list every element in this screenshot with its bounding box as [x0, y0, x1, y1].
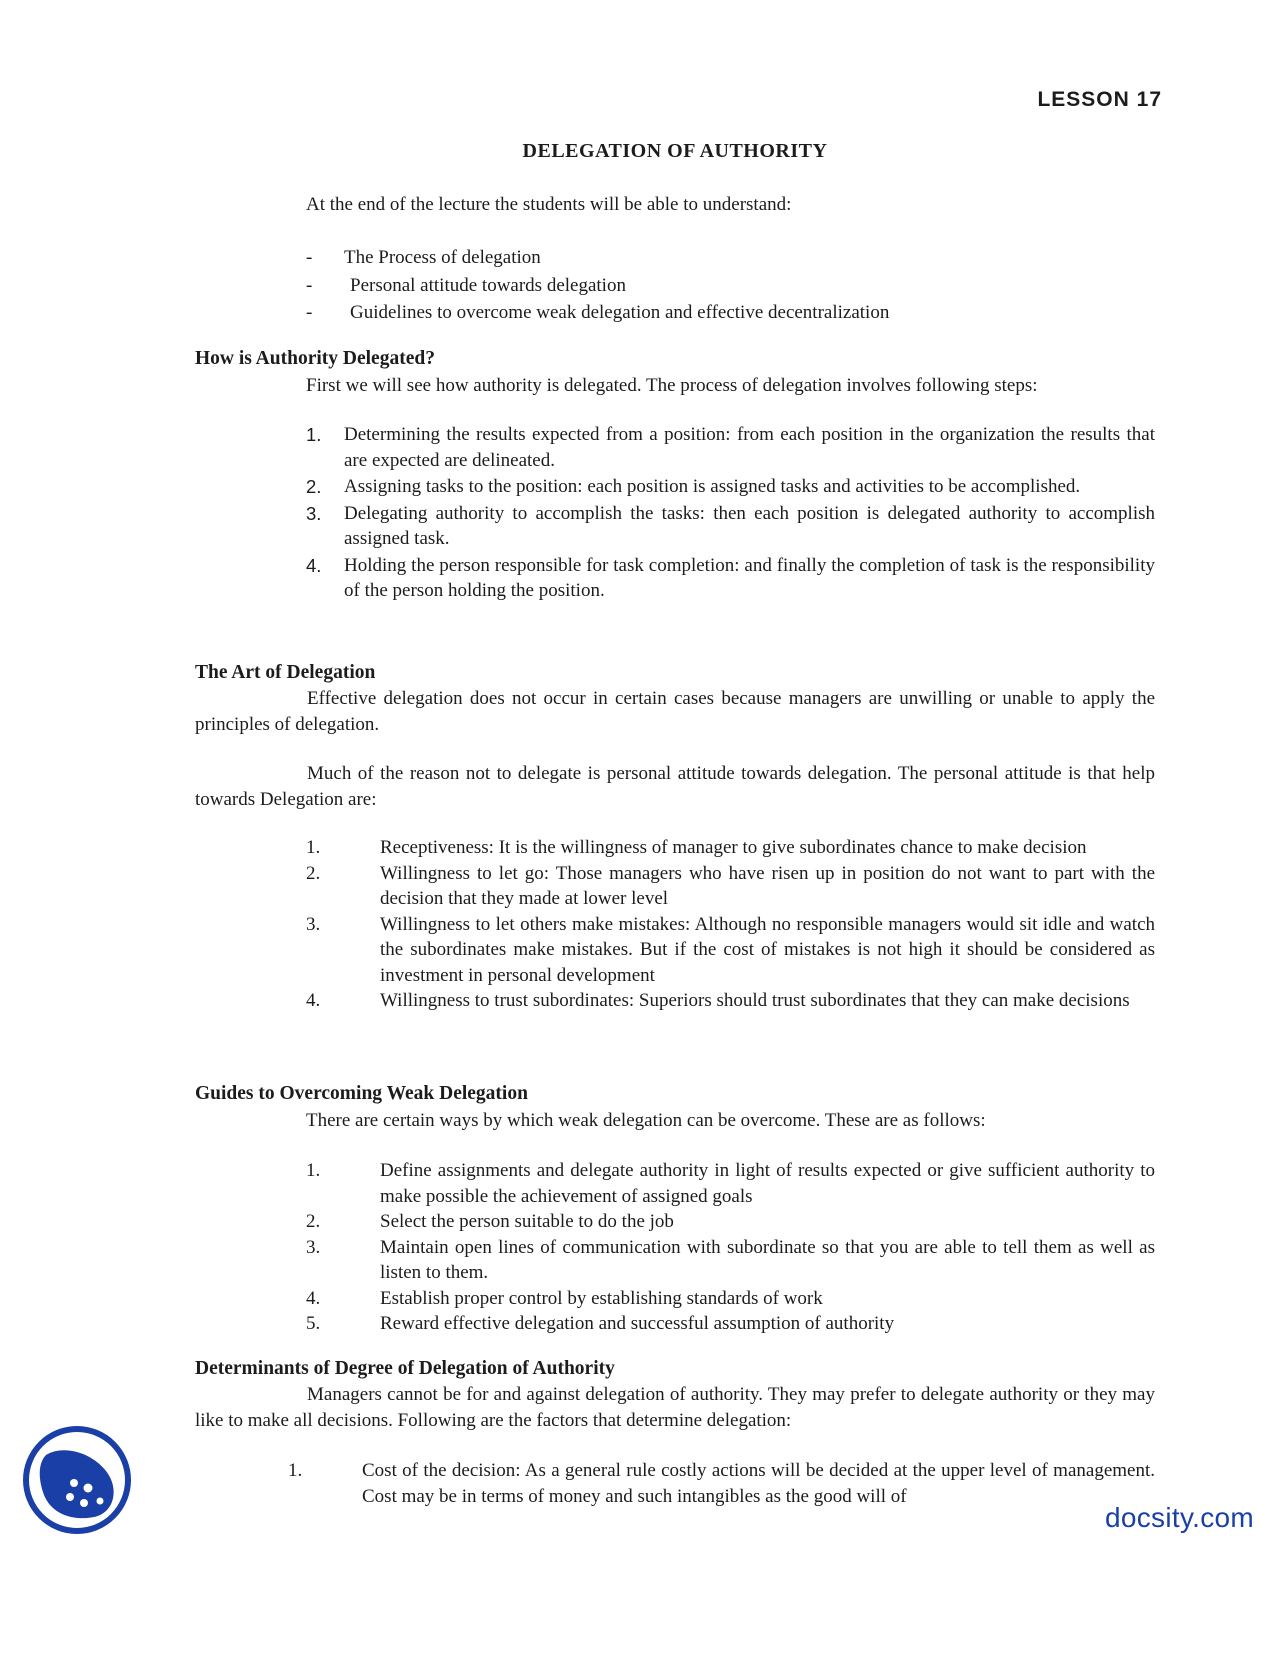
list-item: 1. Define assignments and delegate authority in light of results expected or give sufficient authority to make possible the achievement of assigned goals [306, 1160, 1155, 1207]
list-item: 2. Assigning tasks to the position: each position is assigned tasks and activities to be accomplished. [306, 476, 1081, 497]
section3-lead: There are certain ways by which weak delegation can be overcome. These are as follows: [306, 1110, 986, 1131]
list-item: 3. Willingness to let others make mistakes: Although no responsible managers would sit idle and watch the subordinates make mistakes. But if the cost of mistakes is not high it should be considered as investment in personal development [306, 913, 1155, 986]
section4-para: Managers cannot be for and against delegation of authority. They may prefer to delegate authority or they may like to make all decisions. Following are the factors that determine delegation: [195, 1384, 1155, 1431]
section-heading-overcoming-weak-delegation: Guides to Overcoming Weak Delegation [195, 1083, 528, 1104]
section2-para1: Effective delegation does not occur in certain cases because managers are unwilling or unable to apply the principles of delegation. [195, 688, 1155, 735]
guides-list [306, 1158, 1155, 1337]
section-heading-art-of-delegation: The Art of Delegation [195, 662, 376, 683]
section2-para2: Much of the reason not to delegate is personal attitude towards delegation. The personal attitude is that help towards Delegation are: [195, 763, 1155, 810]
list-item: 2. Select the person suitable to do the job [306, 1211, 674, 1232]
list-item: 4. Holding the person responsible for task completion: and finally the completion of task is the responsibility of the person holding the position. [306, 554, 1155, 601]
docsity-logo-icon [22, 1425, 132, 1535]
section-heading-how-delegated: How is Authority Delegated? [195, 348, 435, 369]
list-item: 4. Establish proper control by establishing standards of work [306, 1287, 823, 1309]
list-item: 1. Cost of the decision: As a general rule costly actions will be decided at the upper level of management. Cost may be in terms of money and such intangibles as the good will of [288, 1460, 1155, 1507]
section-heading-determinants: Determinants of Degree of Delegation of Authority [195, 1358, 615, 1379]
page-title: DELEGATION OF AUTHORITY [522, 140, 828, 162]
list-item: 3. Delegating authority to accomplish the tasks: then each position is delegated authority to accomplish assigned task. [306, 502, 1155, 549]
docsity-brand[interactable]: docsity.com [1105, 1502, 1255, 1533]
list-item: 4. Willingness to trust subordinates: Superiors should trust subordinates that they can make decisions [306, 990, 1130, 1011]
attitude-list [306, 835, 1155, 1014]
determinants-list [288, 1458, 1155, 1510]
section1-lead: First we will see how authority is delegated. The process of delegation involves following steps: [306, 375, 1038, 396]
lesson-number: LESSON 17 [1037, 88, 1162, 111]
list-item: 1. Determining the results expected from a position: from each position in the organization the results that are expected are delineated. [306, 424, 1155, 471]
delegation-steps-list [306, 422, 1155, 604]
list-item: 3. Maintain open lines of communication with subordinate so that you are able to tell them as well as listen to them. [306, 1236, 1155, 1283]
list-item: 1. Receptiveness: It is the willingness of manager to give subordinates chance to make decision [306, 837, 1087, 858]
intro-text: At the end of the lecture the students will be able to understand: [306, 194, 792, 215]
list-item: 5. Reward effective delegation and successful assumption of authority [306, 1313, 895, 1334]
list-item: 2. Willingness to let go: Those managers who have risen up in position do not want to part with the decision that they made at lower level [306, 862, 1155, 909]
document-page: LESSON 17 DELEGATION OF AUTHORITY At the end of the lecture the students will be able to understand: - The Process of delegation - Personal attitude towards delegation - Guidelines to overcome weak delegation and effective decentralization How is Authority Delegated? First we will see how authority is delegated. The process of delegation involves following steps: 1. Determining the results expected from a position: from each position in the organization the results that are expected are delineated. 2. Assigning tasks to the position: each position is assigned tasks and activities to be accomplished. 3. Delegating authority to accomplish the tasks: then each position is delegated authority to accomplish assigned task. 4. Holding the person responsible for task completion: and finally the completion of task is the responsibility of the person holding the position. The Art of Delegation Effective delegation does not occur in certain cases because managers are unwilling or unable to apply the principles of delegation. Much of the reason not to delegate is personal attitude towards delegation. The personal attitude is that help towards Delegation are: 1. Receptiveness: It is the willingness of manager to give subordinates chance to make decision 2. Willingness to let go: Those managers who have risen up in position do not want to part with the decision that they made at lower level 3. Willingness to let others make mistakes: Although no responsible managers would sit idle and watch the subordinates make mistakes. But if the cost of mistakes is not high it should be considered as investment in personal development 4. Willingness to trust subordinates: Superiors should trust subordinates that they can make decisions Guides to Overcoming Weak Delegation There are certain ways by which weak delegation can be overcome. These are as follows: 1. Define assignments and delegate authority in light of results expected or give sufficient authority to make possible the achievement of assigned goals 2. Select the person suitable to do the job 3. Maintain open lines of communication with subordinate so that you are able to tell them as well as listen to them. 4. Establish proper control by establishing standards of work 5. Reward effective delegation and successful assumption of authority Determinants of Degree of Delegation of Authority Managers cannot be for and against delegation of authority. They may prefer to delegate authority or they may like to make all decisions. Following are the factors that determine delegation: 1. Cost of the decision: As a general rule costly actions will be decided at the upper level of management. Cost may be in terms of money and such intangibles as the good will of docsity.com [0, 0, 1280, 1656]
